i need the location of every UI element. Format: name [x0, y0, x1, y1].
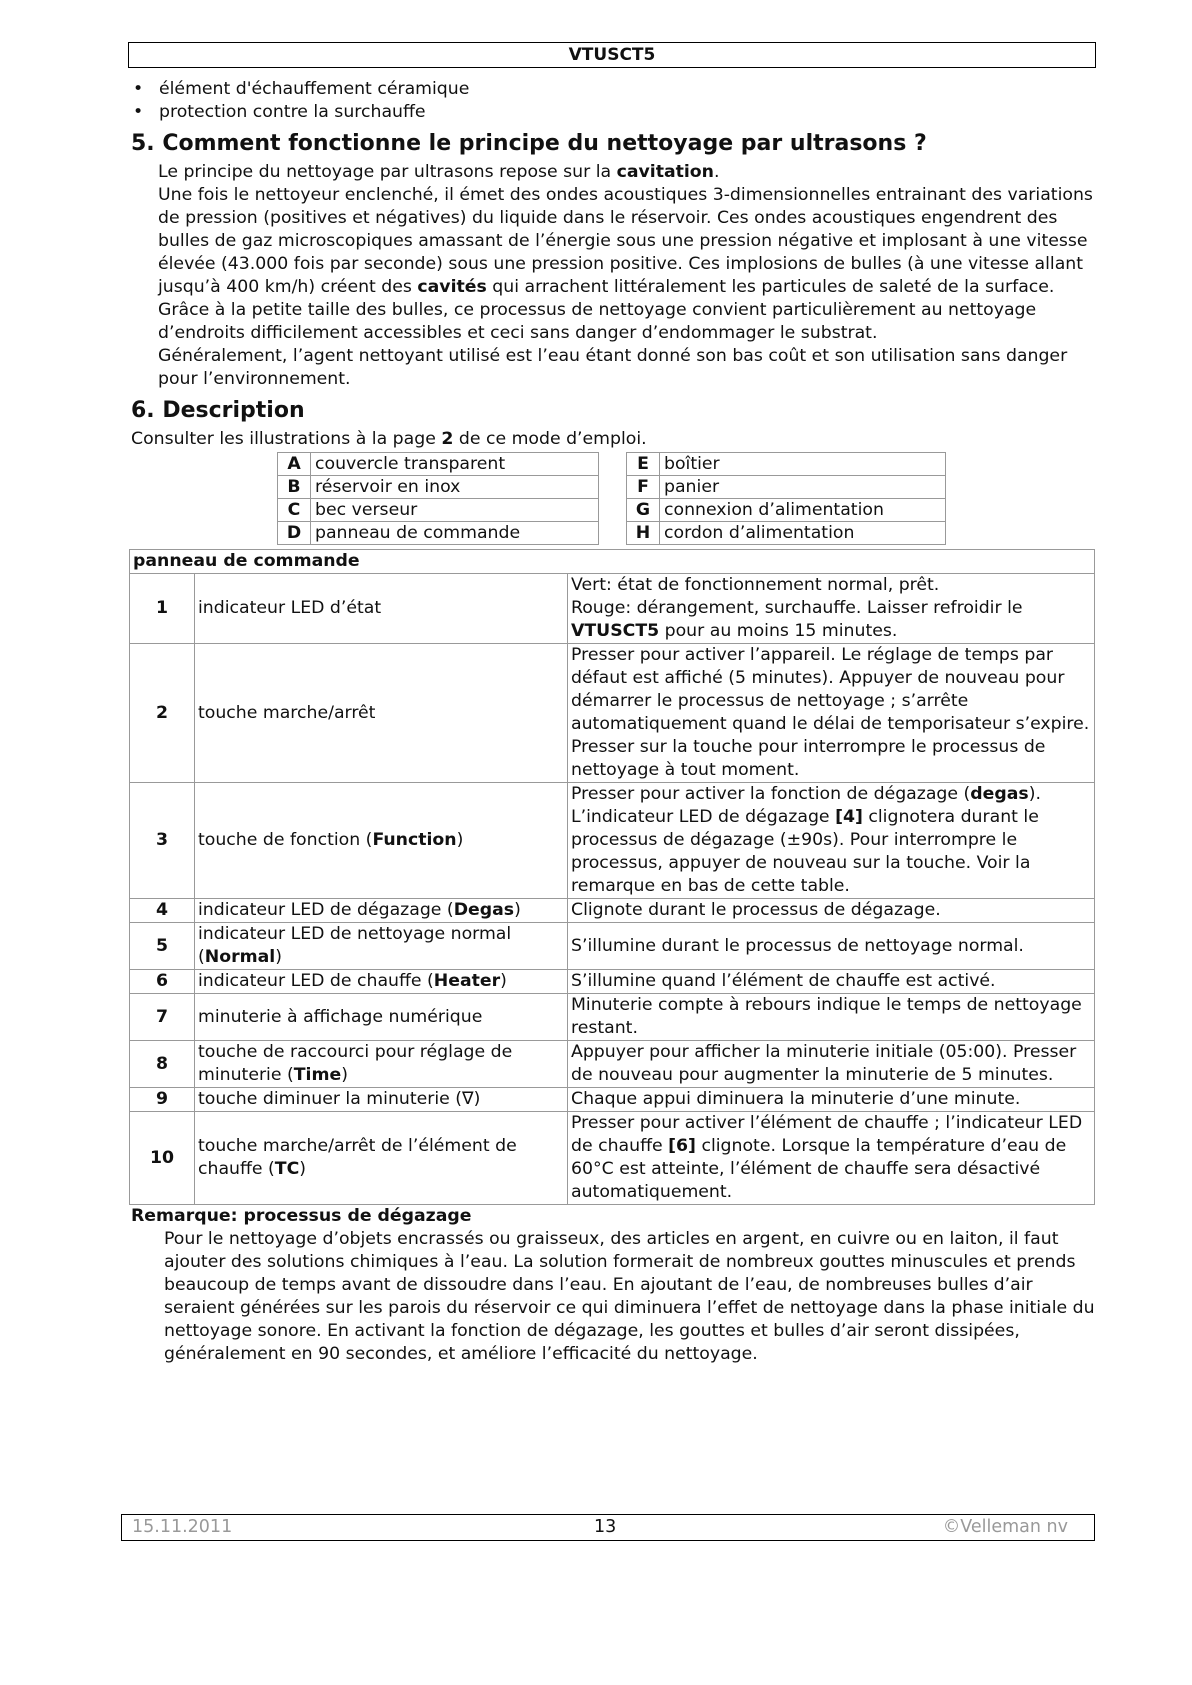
text: Consulter les illustrations à la page — [131, 429, 442, 449]
legend-label: bec verseur — [311, 499, 599, 522]
bold-text: TC — [274, 1159, 300, 1179]
legend-row — [278, 453, 599, 476]
bold-text: [6] — [668, 1136, 696, 1156]
text: ). L’indicateur LED de dégazage — [571, 784, 1041, 827]
legend-key: E — [627, 453, 660, 476]
legend-key: C — [278, 499, 311, 522]
legend-row — [627, 522, 946, 545]
row-description — [568, 783, 1095, 899]
remark-title: Remarque: processus de dégazage — [131, 1206, 472, 1226]
legend-row — [278, 499, 599, 522]
legend-row — [627, 453, 946, 476]
legend-label: connexion d’alimentation — [660, 499, 946, 522]
row-description: S’illumine durant le processus de nettoyage normal. — [568, 923, 1095, 970]
section6-title: 6. Description — [131, 398, 305, 423]
row-description: Appuyer pour afficher la minuterie initiale (05:00). Presser de nouveau pour augmenter la minuterie de 5 minutes. — [568, 1041, 1095, 1088]
text: clignote. Lorsque la température d’eau de 60°C est atteinte, l’élément de chauffe sera désactivé automatiquement. — [571, 1136, 1067, 1202]
row-number: 4 — [130, 899, 195, 923]
row-name: touche diminuer la minuterie (∇) — [195, 1088, 568, 1112]
table-row — [130, 783, 1095, 899]
row-description: Presser pour activer l’appareil. Le réglage de temps par défaut est affiché (5 minutes). Appuyer de nouveau pour démarrer le processus de nettoyage ; s’arrête automatiquement quand le délai de temporisateur s’expire. Presser sur la touche pour interrompre le processus de nettoyage à tout moment. — [568, 644, 1095, 783]
legend-key: G — [627, 499, 660, 522]
text: ) — [500, 971, 507, 991]
table-row — [130, 1088, 1095, 1112]
table-row — [130, 1112, 1095, 1205]
legend-row — [627, 499, 946, 522]
row-description: Clignote durant le processus de dégazage. — [568, 899, 1095, 923]
footer-copyright: ©Velleman nv — [942, 1517, 1068, 1537]
table-header-row — [130, 550, 1095, 574]
text: Rouge: dérangement, surchauffe. Laisser refroidir le — [571, 598, 1023, 618]
feature-list — [131, 78, 1097, 124]
text: ) — [299, 1159, 307, 1179]
row-name: indicateur LED d’état — [195, 574, 568, 644]
text: qui arrachent littéralement les particules de saleté de la surface. Grâce à la petite taille des bulles, ce processus de nettoyage convient particulièrement au nettoyage d’endroits difficilement accessibles et ceci sans danger d’endommager le substrat. — [158, 277, 1055, 343]
text: indicateur LED de chauffe ( — [198, 971, 434, 991]
feature-item: • protection contre la surchauffe — [131, 101, 1097, 124]
bold-text: cavitation — [616, 162, 714, 182]
text: touche de raccourci pour réglage de minuterie ( — [198, 1042, 513, 1085]
row-number: 9 — [130, 1088, 195, 1112]
bold-text: degas — [970, 784, 1029, 804]
row-description: Chaque appui diminuera la minuterie d’une minute. — [568, 1088, 1095, 1112]
legend-label: couvercle transparent — [311, 453, 599, 476]
bold-text: Normal — [204, 947, 276, 967]
section5-paragraph — [158, 184, 1097, 345]
text: pour au moins 15 minutes. — [659, 621, 898, 641]
bold-text: cavités — [417, 277, 487, 297]
text: . — [713, 162, 720, 182]
table-title: panneau de commande — [130, 550, 1095, 574]
table-row — [130, 923, 1095, 970]
table-row — [130, 899, 1095, 923]
row-number: 6 — [130, 970, 195, 994]
page-content — [131, 78, 1097, 1366]
table-row — [130, 970, 1095, 994]
text: indicateur LED de nettoyage normal ( — [198, 924, 512, 967]
row-name — [195, 1112, 568, 1205]
table-row — [130, 1041, 1095, 1088]
row-name — [195, 923, 568, 970]
row-name — [195, 1041, 568, 1088]
header-model: VTUSCT5 — [568, 45, 656, 65]
text: ) — [341, 1065, 348, 1085]
row-number: 3 — [130, 783, 195, 899]
feature-item: • élément d'échauffement céramique — [131, 78, 1097, 101]
legend-key: F — [627, 476, 660, 499]
control-panel-table — [129, 549, 1095, 1205]
text: ) — [514, 900, 521, 920]
legend-label: panneau de commande — [311, 522, 599, 545]
text: indicateur LED de dégazage ( — [198, 900, 454, 920]
legend-row — [278, 476, 599, 499]
row-number: 7 — [130, 994, 195, 1041]
row-name — [195, 899, 568, 923]
row-number: 5 — [130, 923, 195, 970]
text: Presser pour activer la fonction de dégazage ( — [571, 784, 971, 804]
bold-text: Function — [372, 830, 457, 850]
row-name — [195, 970, 568, 994]
parts-legend — [131, 452, 1097, 548]
row-description: S’illumine quand l’élément de chauffe est activé. — [568, 970, 1095, 994]
legend-key: D — [278, 522, 311, 545]
bold-text: 2 — [441, 429, 454, 449]
row-name: minuterie à affichage numérique — [195, 994, 568, 1041]
text: Vert: état de fonctionnement normal, prêt. — [571, 575, 940, 595]
row-number: 2 — [130, 644, 195, 783]
text: Une fois le nettoyeur enclenché, il émet des ondes acoustiques 3-dimensionnelles entrainant des variations de pression (positives et négatives) du liquide dans le réservoir. Ces ondes acoustiques engendrent des bulles de gaz microscopiques amassant de l’énergie sous une pression négative et implosant à une vitesse élevée (43.000 fois par seconde) sous une pression positive. Ces implosions de bulles (à une vitesse allant jusqu’à 400 km/h) créent des — [158, 185, 1093, 297]
text: touche de fonction ( — [198, 830, 373, 850]
legend-label: boîtier — [660, 453, 946, 476]
legend-label: cordon d’alimentation — [660, 522, 946, 545]
row-number: 10 — [130, 1112, 195, 1205]
bold-text: Degas — [453, 900, 515, 920]
table-row — [130, 574, 1095, 644]
table-row — [130, 644, 1095, 783]
text: clignotera durant le processus de dégazage (±90s). Pour interrompre le processus, appuyer de nouveau sur la touche. Voir la remarque en bas de cette table. — [571, 807, 1039, 896]
legend-table-left — [277, 452, 599, 545]
row-description: Minuterie compte à rebours indique le temps de nettoyage restant. — [568, 994, 1095, 1041]
text: de ce mode d’emploi. — [453, 429, 647, 449]
row-name — [195, 783, 568, 899]
page-footer — [121, 1514, 1095, 1541]
legend-row — [278, 522, 599, 545]
legend-key: B — [278, 476, 311, 499]
row-description — [568, 574, 1095, 644]
bold-text: Time — [293, 1065, 342, 1085]
remark-text: Pour le nettoyage d’objets encrassés ou graisseux, des articles en argent, en cuivre ou en laiton, il faut ajouter des solutions chimiques à l’eau. La solution formerait de nombreux gouttes minuscules et prends beaucoup de temps avant de dissoudre dans l’eau. En ajoutant de l’eau, de nombreuses bulles d’air seraient générées sur les parois du réservoir ce qui diminuera l’effet de nettoyage dans la phase initiale du nettoyage sonore. En activant la fonction de dégazage, les gouttes et bulles d’air seront dissipées, généralement en 90 secondes, et améliore l’efficacité du nettoyage. — [164, 1229, 1095, 1364]
legend-label: réservoir en inox — [311, 476, 599, 499]
footer-date: 15.11.2011 — [132, 1517, 233, 1537]
section6-intro — [131, 428, 1097, 451]
text: ) — [275, 947, 282, 967]
text: touche marche/arrêt de l’élément de chauffe ( — [198, 1136, 517, 1179]
bold-text: Heater — [433, 971, 501, 991]
section5-paragraph — [158, 161, 1097, 184]
row-number: 8 — [130, 1041, 195, 1088]
row-number: 1 — [130, 574, 195, 644]
text: Le principe du nettoyage par ultrasons repose sur la — [158, 162, 617, 182]
legend-label: panier — [660, 476, 946, 499]
section5-title: 5. Comment fonctionne le principe du nettoyage par ultrasons ? — [131, 131, 927, 156]
row-description — [568, 1112, 1095, 1205]
bold-text: VTUSCT5 — [571, 621, 660, 641]
row-name: touche marche/arrêt — [195, 644, 568, 783]
text: Presser pour activer l’élément de chauffe ; l’indicateur LED de chauffe — [571, 1113, 1083, 1156]
table-row — [130, 994, 1095, 1041]
section5-body — [131, 161, 1097, 391]
page-number: 13 — [594, 1517, 617, 1537]
legend-row — [627, 476, 946, 499]
legend-table-right — [626, 452, 946, 545]
bold-text: [4] — [835, 807, 863, 827]
page-header — [128, 42, 1096, 68]
legend-key: H — [627, 522, 660, 545]
text: ) — [456, 830, 464, 850]
section5-paragraph: Généralement, l’agent nettoyant utilisé est l’eau étant donné son bas coût et son utilisation sans danger pour l’environnement. — [158, 346, 1068, 389]
legend-key: A — [278, 453, 311, 476]
